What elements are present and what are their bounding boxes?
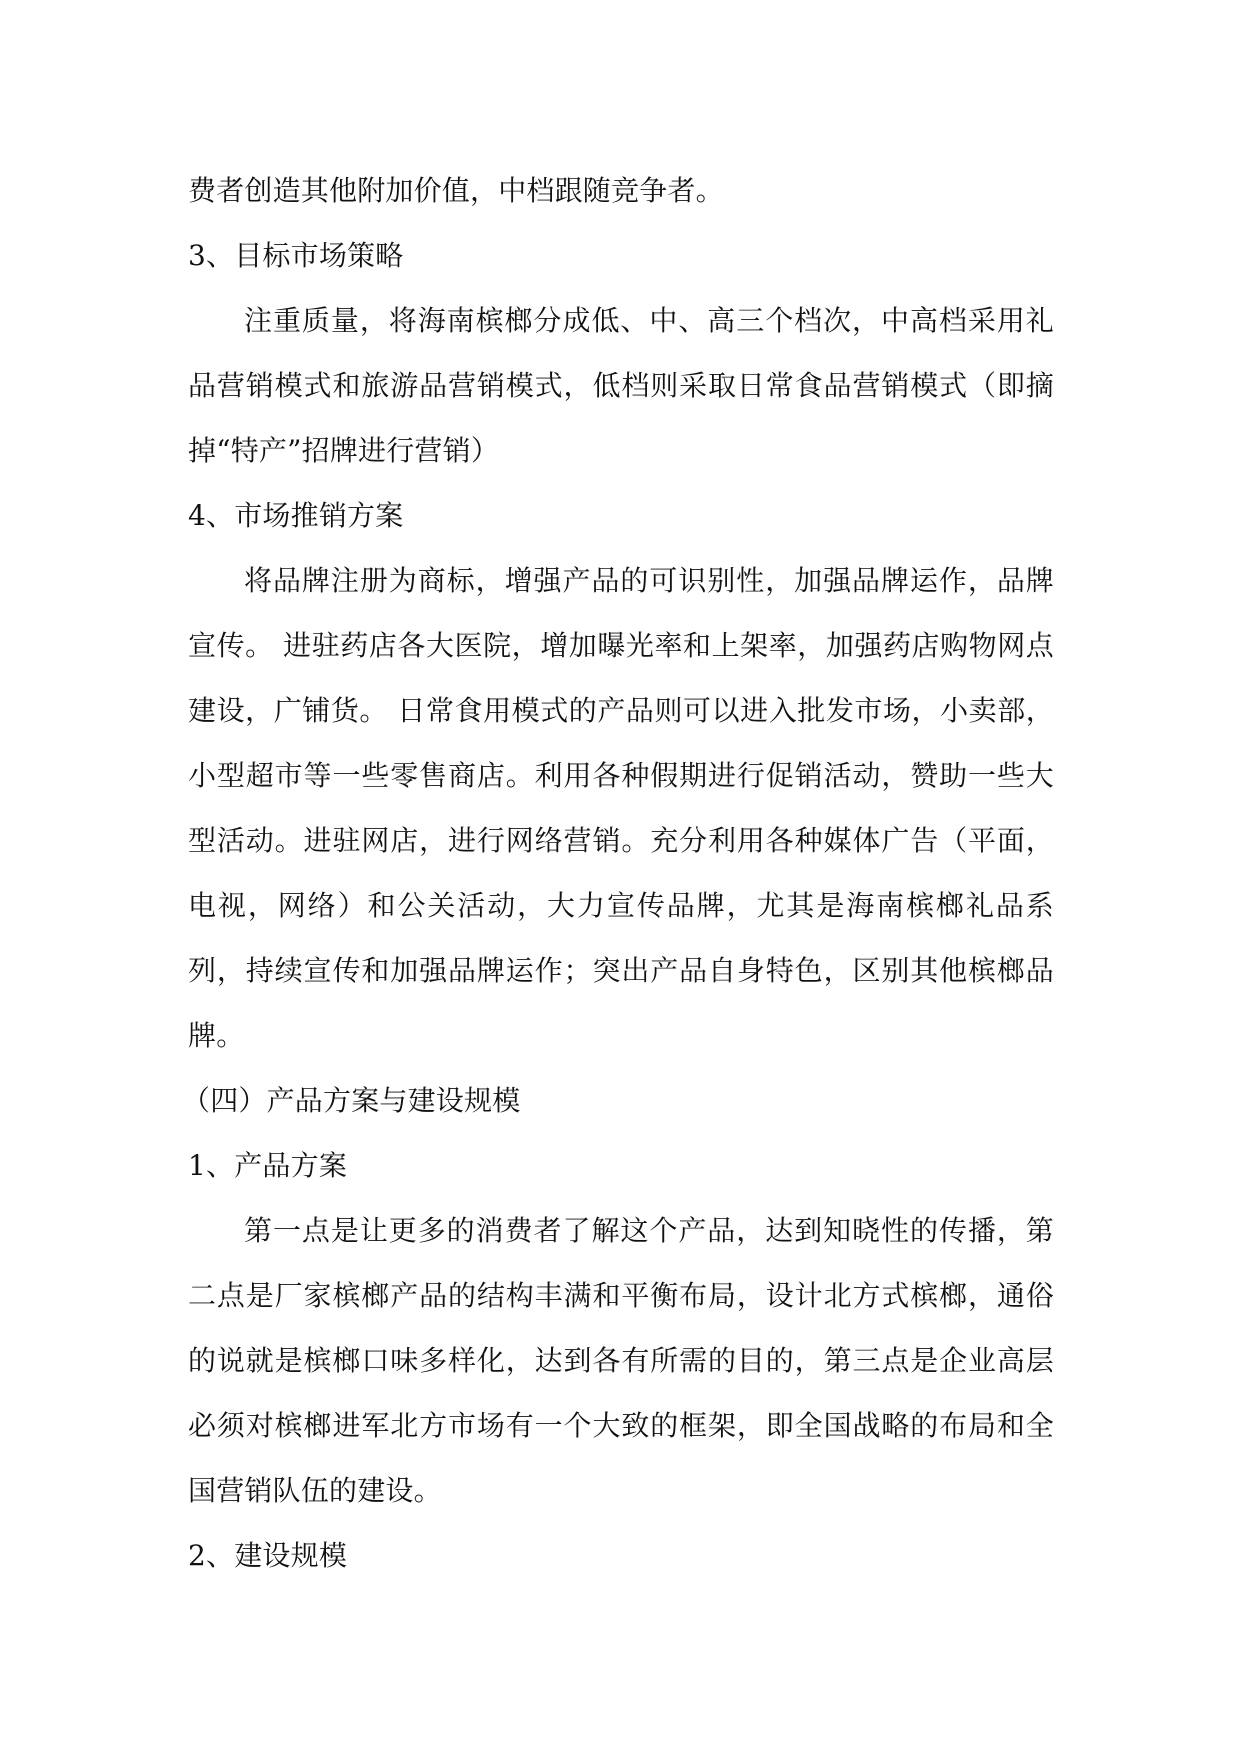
heading-construction-scale: 2、建设规模	[188, 1539, 348, 1572]
paragraph-pricing-continuation: 费者创造其他附加价值，中档跟随竞争者。	[188, 174, 724, 207]
paragraph-product-plan: 第一点是让更多的消费者了解这个产品，达到知晓性的传播，第二点是厂家槟榔产品的结构丰满和平衡布局，设计北方式槟榔，通俗的说就是槟榔口味多样化，达到各有所需的目的，第三点是企业高层必须对槟榔进军北方市场有一个大致的框架，即全国战略的布局和全国营销队伍的建设。	[188, 1214, 1054, 1507]
heading-target-market-strategy: 3、目标市场策略	[188, 239, 404, 272]
paragraph-target-market-strategy: 注重质量，将海南槟榔分成低、中、高三个档次，中高档采用礼品营销模式和旅游品营销模式，低档则采取日常食品营销模式（即摘掉“特产”招牌进行营销）	[188, 304, 1054, 467]
document-body	[182, 158, 1054, 1588]
heading-market-promotion-plan: 4、市场推销方案	[188, 499, 404, 532]
heading-product-plan-and-scale: （四）产品方案与建设规模	[182, 1084, 521, 1117]
paragraph-market-promotion-plan: 将品牌注册为商标，增强产品的可识别性，加强品牌运作，品牌宣传。 进驻药店各大医院，增加曝光率和上架率，加强药店购物网点建设，广铺货。 日常食用模式的产品则可以进入批发市场，小卖部，小型超市等一些零售商店。利用各种假期进行促销活动，赞助一些大型活动。进驻网店，进行网络营销。充分利用各种媒体广告（平面，电视，网络）和公关活动，大力宣传品牌，尤其是海南槟榔礼品系列，持续宣传和加强品牌运作；突出产品自身特色，区别其他槟榔品牌。	[188, 564, 1054, 1052]
heading-product-plan: 1、产品方案	[188, 1149, 348, 1182]
